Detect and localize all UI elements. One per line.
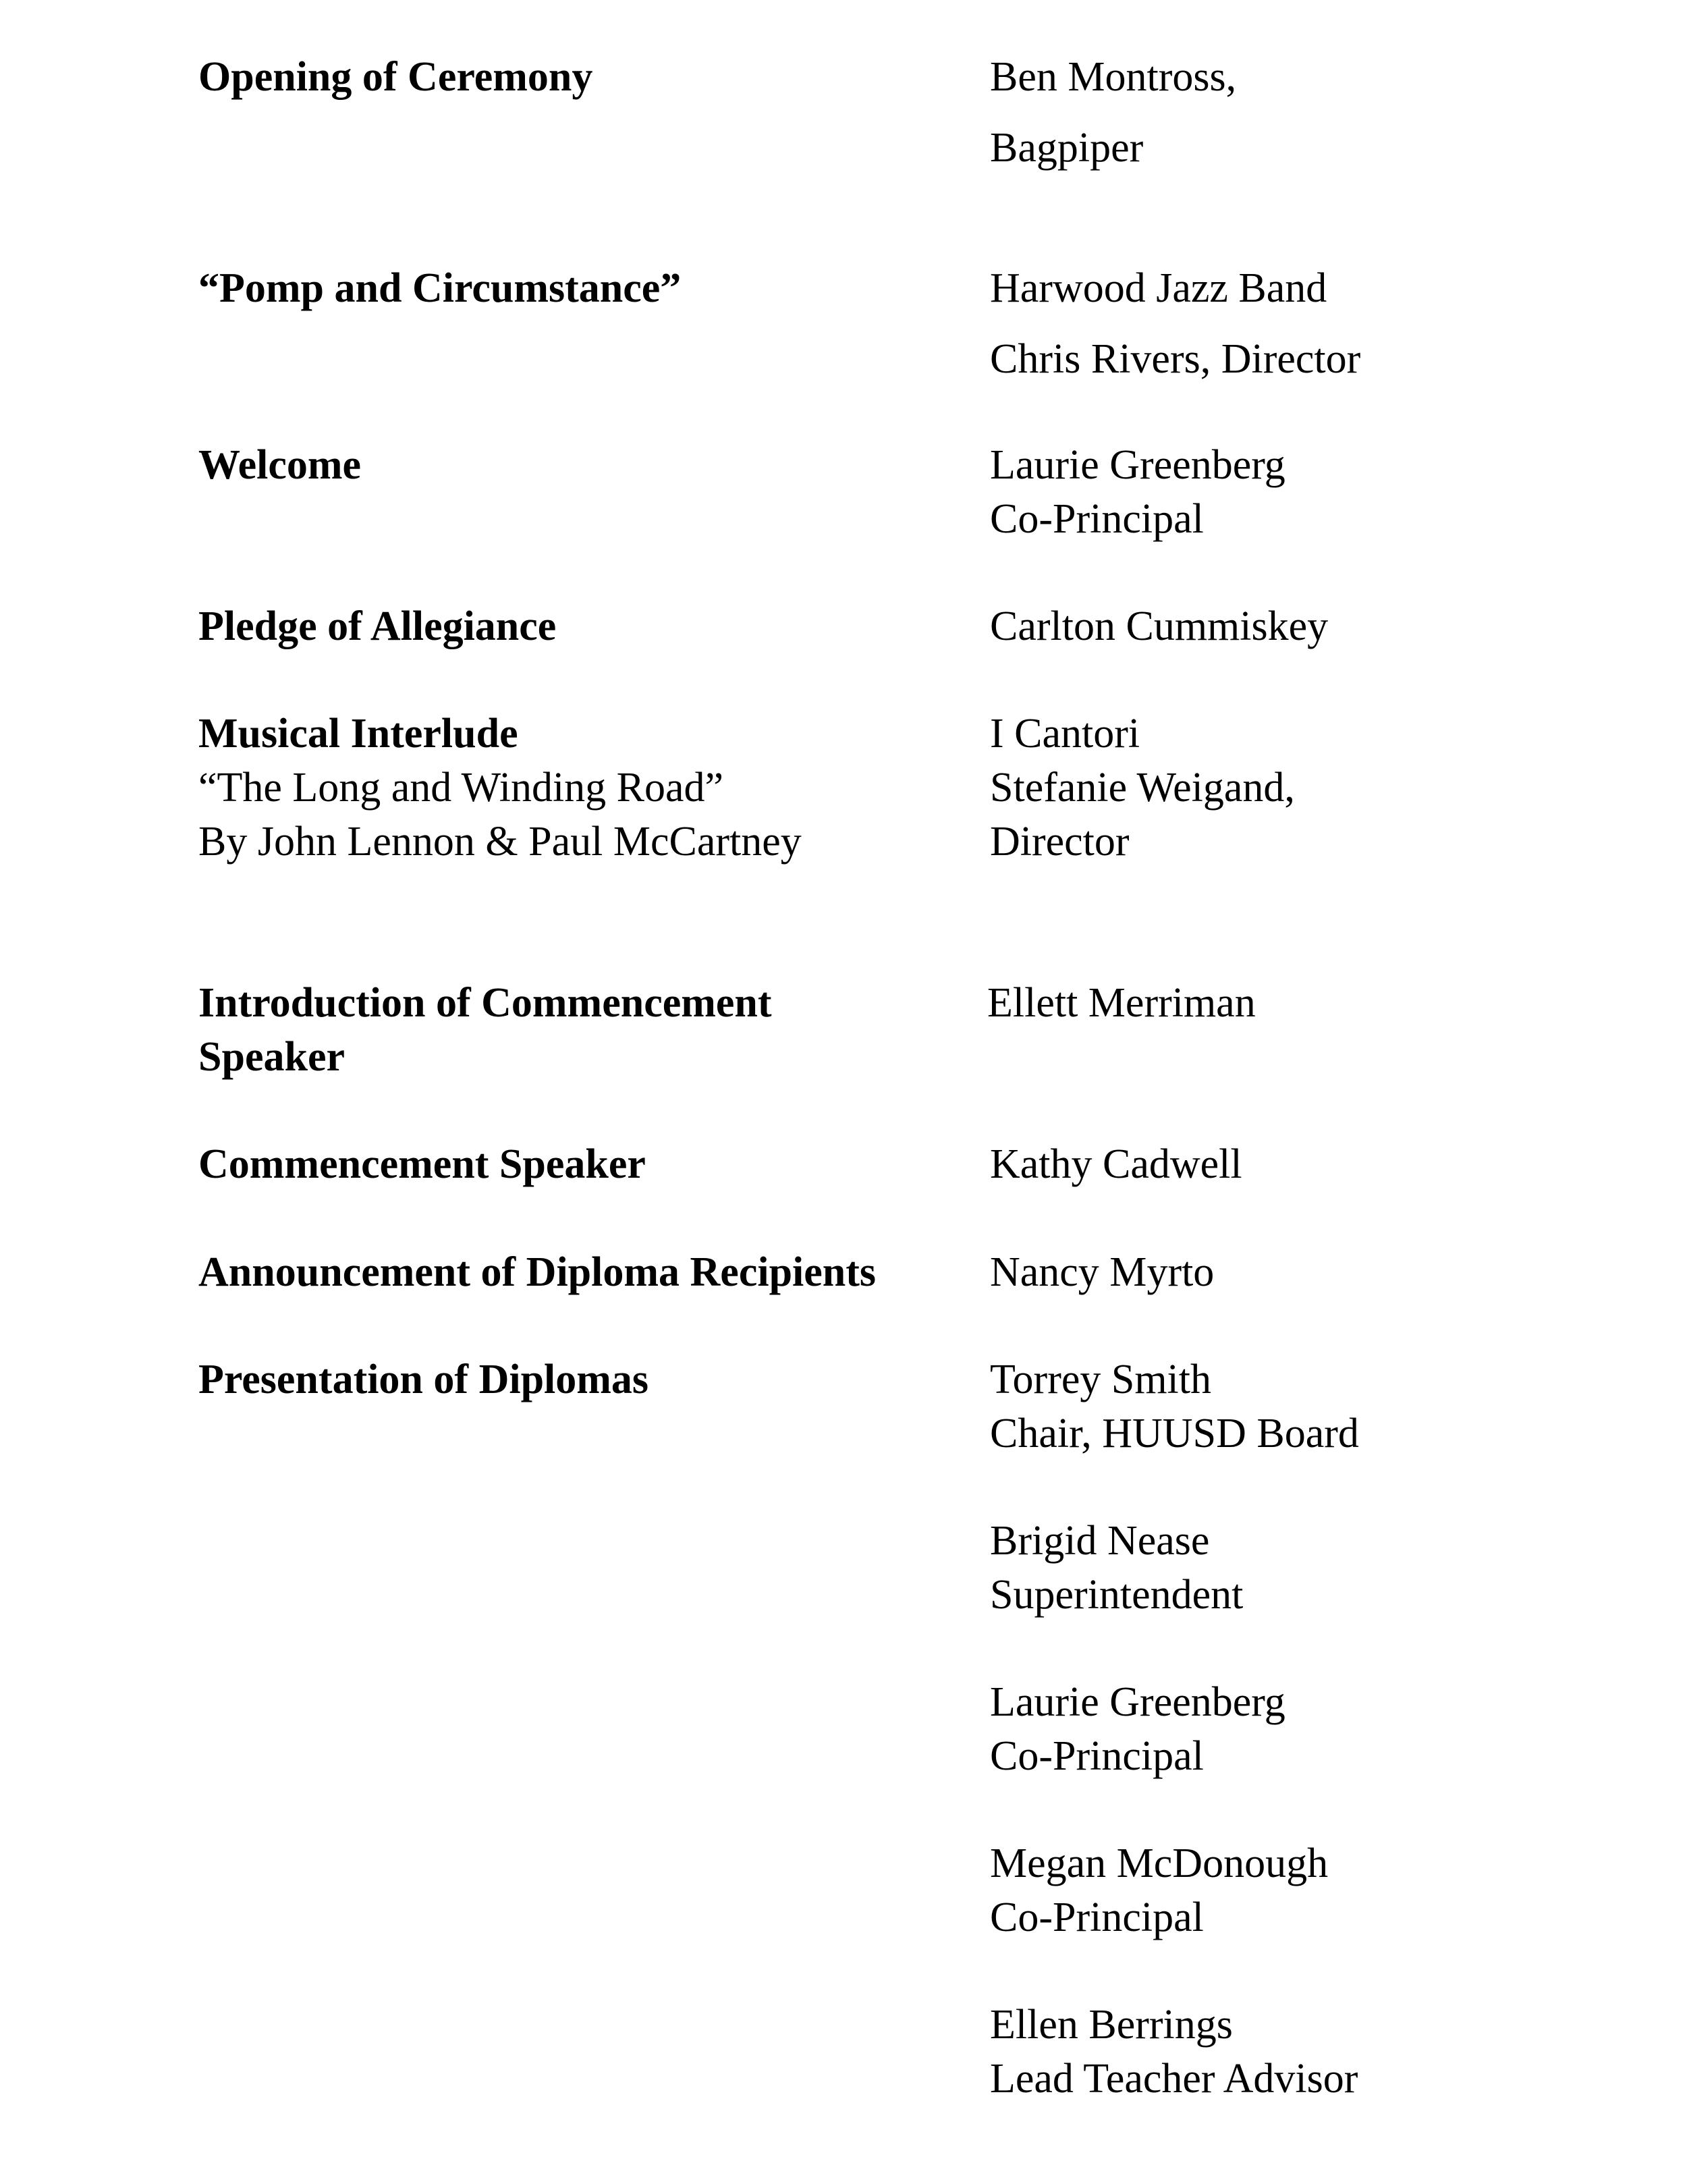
presenter-name: Megan McDonough	[990, 1840, 1329, 1886]
introduction-title-line2: Speaker	[198, 1034, 345, 1080]
interlude-title: Musical Interlude	[198, 711, 518, 757]
welcome-name: Laurie Greenberg	[990, 442, 1285, 488]
presenter-role: Superintendent	[990, 1572, 1244, 1618]
pomp-director: Chris Rivers, Director	[990, 336, 1361, 382]
presenter-role: Lead Teacher Advisor	[990, 2056, 1358, 2102]
interlude-composers: By John Lennon & Paul McCartney	[198, 819, 802, 865]
interlude-director-role: Director	[990, 819, 1130, 865]
opening-role: Bagpiper	[990, 125, 1144, 171]
interlude-director-name: Stefanie Weigand,	[990, 765, 1295, 811]
pledge-name: Carlton Cummiskey	[990, 603, 1329, 649]
presenter-name: Laurie Greenberg	[990, 1679, 1285, 1725]
pomp-performer: Harwood Jazz Band	[990, 265, 1327, 311]
opening-performer: Ben Montross,	[990, 54, 1237, 100]
pledge-title: Pledge of Allegiance	[198, 603, 557, 649]
presenter-role: Co-Principal	[990, 1733, 1204, 1779]
interlude-performer: I Cantori	[990, 711, 1140, 757]
opening-title: Opening of Ceremony	[198, 54, 593, 100]
presenter-name: Brigid Nease	[990, 1518, 1210, 1564]
announcement-title: Announcement of Diploma Recipients	[198, 1249, 877, 1295]
interlude-song: “The Long and Winding Road”	[198, 765, 724, 811]
speaker-name: Kathy Cadwell	[990, 1141, 1242, 1187]
introduction-name: Ellett Merriman	[987, 980, 1256, 1026]
presenter-role: Chair, HUUSD Board	[990, 1411, 1359, 1456]
welcome-title: Welcome	[198, 442, 362, 488]
pomp-title: “Pomp and Circumstance”	[198, 265, 682, 311]
presenter-role: Co-Principal	[990, 1894, 1204, 1940]
announcement-name: Nancy Myrto	[990, 1249, 1215, 1295]
presentation-title: Presentation of Diplomas	[198, 1357, 649, 1402]
welcome-role: Co-Principal	[990, 496, 1204, 542]
introduction-title-line1: Introduction of Commencement	[198, 980, 772, 1026]
presenter-name: Ellen Berrings	[990, 2002, 1233, 2048]
presenter-name: Torrey Smith	[990, 1357, 1212, 1402]
speaker-title: Commencement Speaker	[198, 1141, 646, 1187]
